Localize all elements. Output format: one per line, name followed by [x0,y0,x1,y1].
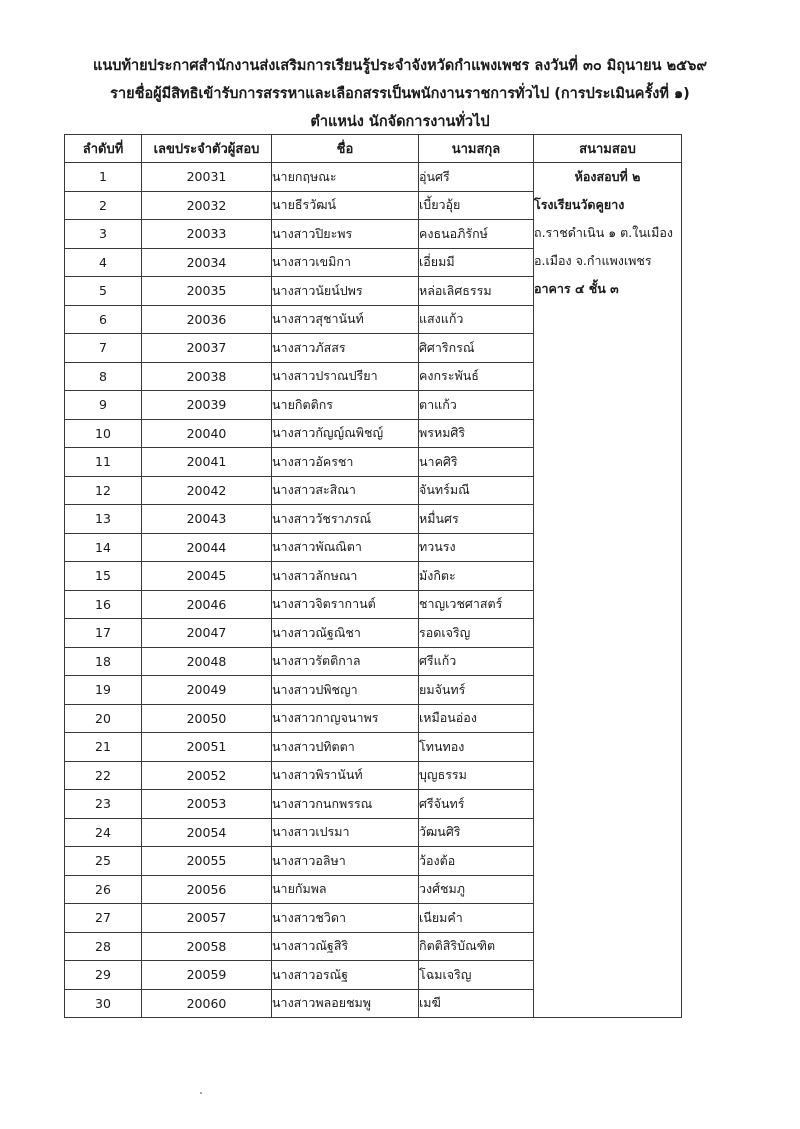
first-name: นางสาวณัฐณิชา [272,619,419,648]
exam-id: 20046 [142,590,272,619]
first-name: นางสาวเปรมา [272,818,419,847]
row-number: 16 [65,590,142,619]
last-name: ศิศาริกรณ์ [419,334,534,363]
row-number: 5 [65,277,142,306]
first-name: นางสาวอรณัฐ [272,961,419,990]
first-name: นางสาวปพิชญา [272,676,419,705]
last-name: อุ่นศรี [419,163,534,192]
first-name: นางสาวภัสสร [272,334,419,363]
first-name: นางสาววัชราภรณ์ [272,505,419,534]
last-name: ตาแก้ว [419,391,534,420]
first-name: นายกิตติกร [272,391,419,420]
row-number: 23 [65,790,142,819]
first-name: นางสาวเขมิกา [272,248,419,277]
last-name: คงธนอภิรักษ์ [419,220,534,249]
first-name: นางสาวกัญญ์ณพิชญ์ [272,419,419,448]
last-name: มังกิตะ [419,562,534,591]
last-name: คงกระพันธ์ [419,362,534,391]
last-name: ศรีจันทร์ [419,790,534,819]
exam-id: 20050 [142,704,272,733]
last-name: เอี่ยมมี [419,248,534,277]
venue-building: อาคาร ๔ ชั้น ๓ [534,281,619,296]
last-name: เมฆี [419,989,534,1018]
row-number: 28 [65,932,142,961]
exam-id: 20055 [142,847,272,876]
column-header-venue: สนามสอบ [534,135,682,163]
row-number: 17 [65,619,142,648]
column-header-last-name: นามสกุล [419,135,534,163]
exam-id: 20038 [142,362,272,391]
last-name: บุญธรรม [419,761,534,790]
venue-school: โรงเรียนวัดคูยาง [534,197,625,212]
row-number: 29 [65,961,142,990]
first-name: นางสาวพลอยชมพู [272,989,419,1018]
exam-id: 20051 [142,733,272,762]
table-row [65,163,682,192]
exam-id: 20057 [142,904,272,933]
first-name: นางสาวปิยะพร [272,220,419,249]
first-name: นางสาวพิรานันท์ [272,761,419,790]
row-number: 30 [65,989,142,1018]
exam-id: 20052 [142,761,272,790]
first-name: นางสาวอลิษา [272,847,419,876]
first-name: นางสาวชวิดา [272,904,419,933]
first-name: นางสาวสุชานันท์ [272,305,419,334]
row-number: 21 [65,733,142,762]
exam-id: 20039 [142,391,272,420]
last-name: นาคศิริ [419,448,534,477]
exam-venue-cell [534,163,682,1018]
exam-id: 20043 [142,505,272,534]
last-name: แสงแก้ว [419,305,534,334]
first-name: นางสาวกาญจนาพร [272,704,419,733]
candidate-table [64,134,682,1018]
column-header-id: เลขประจำตัวผู้สอบ [142,135,272,163]
first-name: นายธีรวัฒน์ [272,191,419,220]
row-number: 27 [65,904,142,933]
row-number: 13 [65,505,142,534]
row-number: 3 [65,220,142,249]
row-number: 9 [65,391,142,420]
last-name: กิตติสิริบัณฑิต [419,932,534,961]
first-name: นางสาวจิตรากานต์ [272,590,419,619]
exam-id: 20058 [142,932,272,961]
venue-room: ห้องสอบที่ ๒ [574,169,641,184]
row-number: 20 [65,704,142,733]
row-number: 11 [65,448,142,477]
venue-road: ถ.ราชดำเนิน ๑ ต.ในเมือง [534,225,674,240]
last-name: ศรีแก้ว [419,647,534,676]
first-name: นางสาวพัณณิตา [272,533,419,562]
exam-id: 20040 [142,419,272,448]
row-number: 1 [65,163,142,192]
row-number: 19 [65,676,142,705]
last-name: หล่อเลิศธรรม [419,277,534,306]
scan-dot [200,1092,202,1094]
last-name: ยมจันทร์ [419,676,534,705]
exam-id: 20034 [142,248,272,277]
last-name: เบี้ยวอุ้ย [419,191,534,220]
last-name: โฉมเจริญ [419,961,534,990]
first-name: นางสาวสะสิณา [272,476,419,505]
exam-id: 20041 [142,448,272,477]
exam-id: 20047 [142,619,272,648]
first-name: นางสาวกนกพรรณ [272,790,419,819]
exam-id: 20054 [142,818,272,847]
row-number: 8 [65,362,142,391]
row-number: 25 [65,847,142,876]
row-number: 6 [65,305,142,334]
announcement-title: แนบท้ายประกาศสำนักงานส่งเสริมการเรียนรู้ประจำจังหวัดกำแพงเพชร ลงวันที่ ๓๐ มิถุนายน ๒๕๖๙ [93,58,707,74]
row-number: 10 [65,419,142,448]
row-number: 22 [65,761,142,790]
row-number: 4 [65,248,142,277]
exam-id: 20053 [142,790,272,819]
exam-id: 20048 [142,647,272,676]
exam-id: 20031 [142,163,272,192]
exam-id: 20037 [142,334,272,363]
column-header-no: ลำดับที่ [65,135,142,163]
last-name: เนียมคำ [419,904,534,933]
exam-id: 20060 [142,989,272,1018]
last-name: รอดเจริญ [419,619,534,648]
exam-id: 20032 [142,191,272,220]
first-name: นางสาวอัครชา [272,448,419,477]
table-body [65,163,682,1018]
last-name: ว้องต้อ [419,847,534,876]
exam-id: 20044 [142,533,272,562]
row-number: 24 [65,818,142,847]
last-name: ชาญเวชศาสตร์ [419,590,534,619]
first-name: นายกฤษณะ [272,163,419,192]
row-number: 18 [65,647,142,676]
last-name: จันทร์มณี [419,476,534,505]
row-number: 15 [65,562,142,591]
column-header-first-name: ชื่อ [272,135,419,163]
exam-id: 20036 [142,305,272,334]
first-name: นางสาวลักษณา [272,562,419,591]
document-header [0,52,800,136]
exam-id: 20045 [142,562,272,591]
last-name: พรหมศิริ [419,419,534,448]
first-name: นางสาวนัยน์ปพร [272,277,419,306]
last-name: วัฒนศิริ [419,818,534,847]
exam-id: 20033 [142,220,272,249]
exam-id: 20049 [142,676,272,705]
first-name: นางสาวรัตติกาล [272,647,419,676]
first-name: นายกัมพล [272,875,419,904]
position-title: ตำแหน่ง นักจัดการงานทั่วไป [310,114,490,130]
row-number: 2 [65,191,142,220]
list-subtitle: รายชื่อผู้มีสิทธิเข้ารับการสรรหาและเลือกสรรเป็นพนักงานราชการทั่วไป (การประเมินครั้งที่ ๑) [110,86,690,102]
exam-id: 20035 [142,277,272,306]
exam-id: 20056 [142,875,272,904]
exam-id: 20059 [142,961,272,990]
first-name: นางสาวปทิตตา [272,733,419,762]
row-number: 7 [65,334,142,363]
last-name: วงศ์ชมภู [419,875,534,904]
row-number: 12 [65,476,142,505]
last-name: หมื่นศร [419,505,534,534]
first-name: นางสาวปราณปรียา [272,362,419,391]
row-number: 14 [65,533,142,562]
row-number: 26 [65,875,142,904]
exam-id: 20042 [142,476,272,505]
last-name: เหมือนอ่อง [419,704,534,733]
first-name: นางสาวณัฐสิริ [272,932,419,961]
venue-district: อ.เมือง จ.กำแพงเพชร [534,253,652,268]
last-name: โทนทอง [419,733,534,762]
last-name: ทวนรง [419,533,534,562]
table-header-row [65,135,682,163]
